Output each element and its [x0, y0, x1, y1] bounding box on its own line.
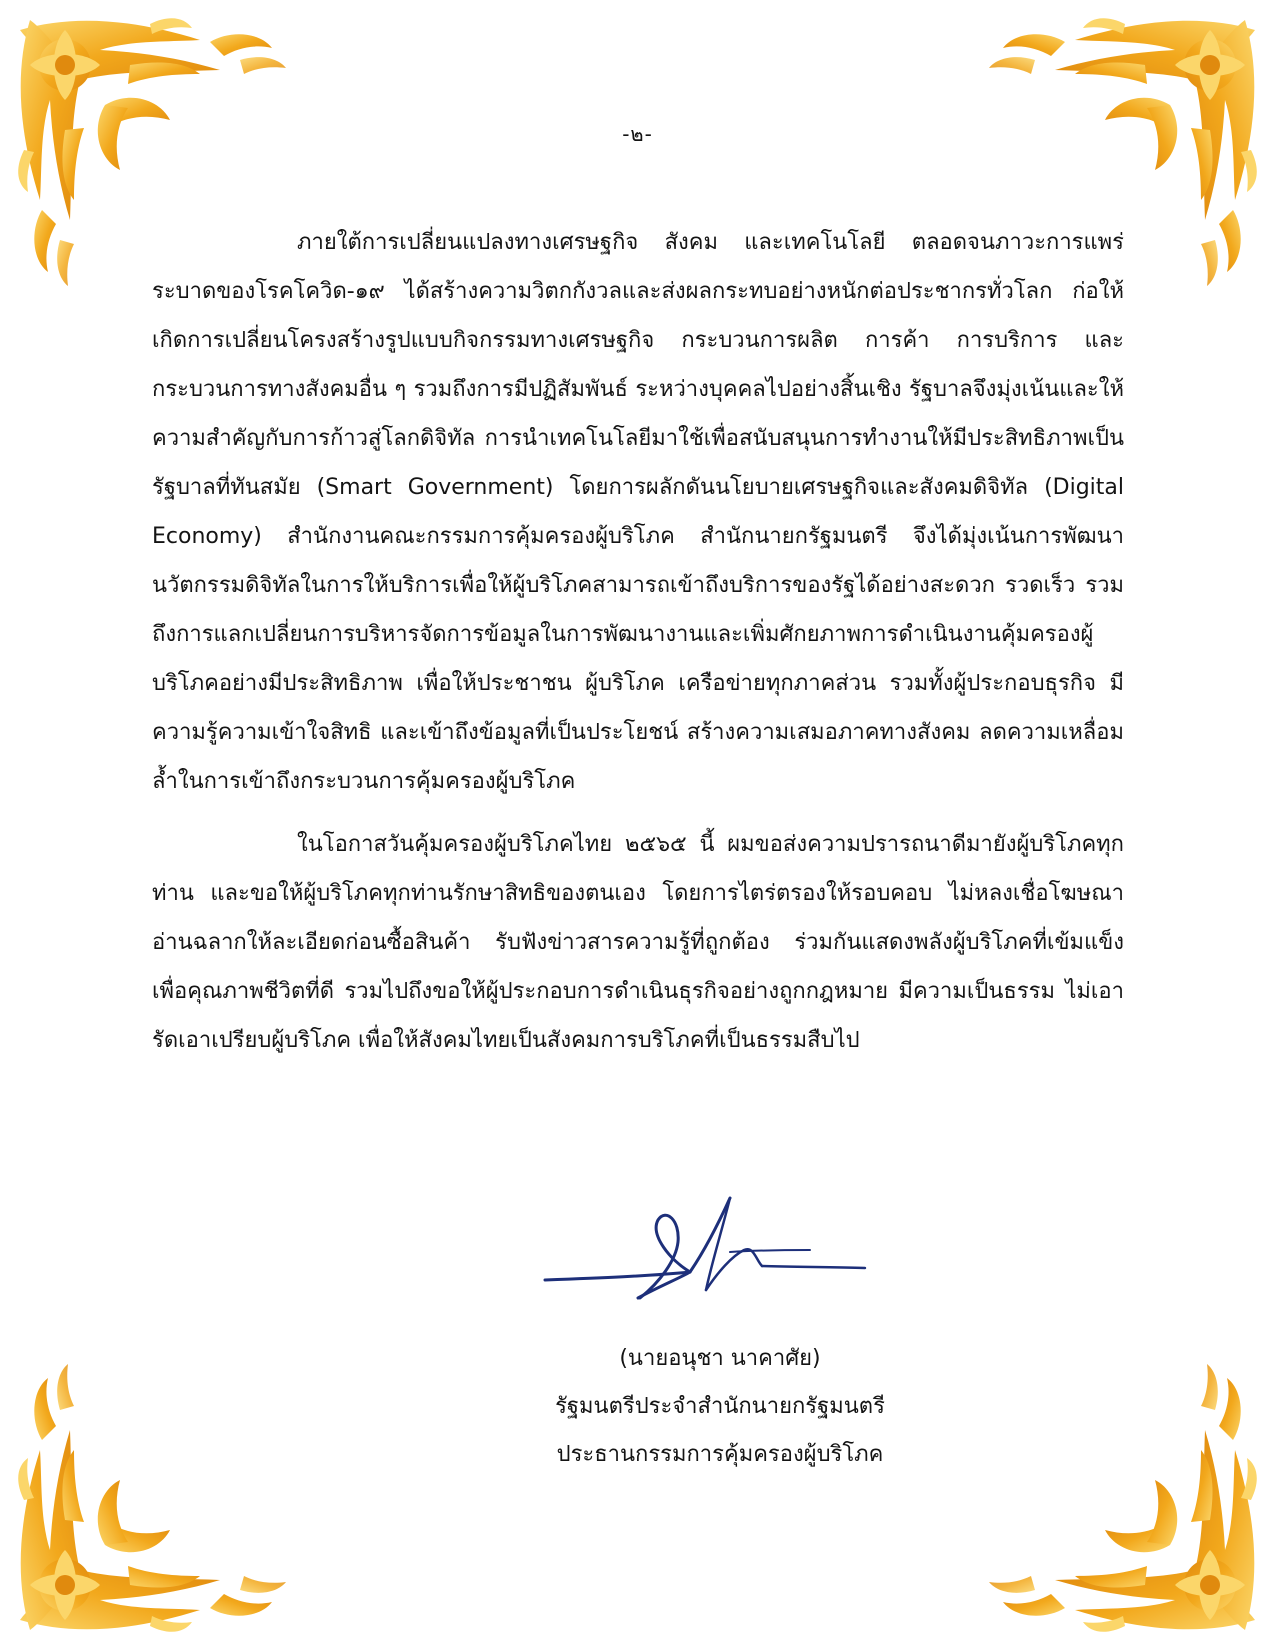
signatory-name: (นายอนุชา นาคาศัย) [619, 1346, 821, 1371]
signatory-role: ประธานกรรมการคุ้มครองผู้บริโภค [556, 1442, 884, 1467]
signatory-block [470, 1335, 970, 1479]
letter-body [152, 218, 1124, 1065]
page-number: -๒- [622, 122, 653, 146]
signatory-position: รัฐมนตรีประจำสำนักนายกรัฐมนตรี [555, 1394, 885, 1419]
signature-graphic [540, 1190, 870, 1310]
corner-ornament-bottom-left [10, 1280, 370, 1640]
paragraph-2: ในโอกาสวันคุ้มครองผู้บริโภคไทย ๒๕๖๕ นี้ ผมขอส่งความปรารถนาดีมายังผู้บริโภคทุกท่าน และขอให้ผู้บริโภคทุกท่านรักษาสิทธิของตนเอง โดยการไตร่ตรองให้รอบคอบ ไม่หลงเชื่อโฆษณา อ่านฉลากให้ละเอียดก่อนซื้อสินค้า รับฟังข่าวสารความรู้ที่ถูกต้อง ร่วมกันแสดงพลังผู้บริโภคที่เข้มแข็ง เพื่อคุณภาพชีวิตที่ดี รวมไปถึงขอให้ผู้ประกอบการดำเนินธุรกิจอย่างถูกกฎหมาย มีความเป็นธรรม ไม่เอารัดเอาเปรียบผู้บริโภค เพื่อให้สังคมไทยเป็นสังคมการบริโภคที่เป็นธรรมสืบไป [152, 832, 1124, 1053]
handwritten-signature [540, 1190, 870, 1310]
ornament-graphic [10, 1280, 370, 1640]
paragraph-1: ภายใต้การเปลี่ยนแปลงทางเศรษฐกิจ สังคม และเทคโนโลยี ตลอดจนภาวะการแพร่ระบาดของโรคโควิด-๑๙ ได้สร้างความวิตกกังวลและส่งผลกระทบอย่างหนักต่อประชากรทั่วโลก ก่อให้เกิดการเปลี่ยนโครงสร้างรูปแบบกิจกรรมทางเศรษฐกิจ กระบวนการผลิต การค้า การบริการ และกระบวนการทางสังคมอื่น ๆ รวมถึงการมีปฏิสัมพันธ์ ระหว่างบุคคลไปอย่างสิ้นเชิง รัฐบาลจึงมุ่งเน้นและให้ความสำคัญกับการก้าวสู่โลกดิจิทัล การนำเทคโนโลยีมาใช้เพื่อสนับสนุนการทำงานให้มีประสิทธิภาพเป็นรัฐบาลที่ทันสมัย (Smart Government) โดยการผลักดันนโยบายเศรษฐกิจและสังคมดิจิทัล (Digital Economy) สำนักงานคณะกรรมการคุ้มครองผู้บริโภค สำนักนายกรัฐมนตรี จึงได้มุ่งเน้นการพัฒนานวัตกรรมดิจิทัลในการให้บริการเพื่อให้ผู้บริโภคสามารถเข้าถึงบริการของรัฐได้อย่างสะดวก รวดเร็ว รวมถึงการแลกเปลี่ยนการบริหารจัดการข้อมูลในการพัฒนางานและเพิ่มศักยภาพการดำเนินงานคุ้มครองผู้บริโภคอย่างมีประสิทธิภาพ เพื่อให้ประชาชน ผู้บริโภค เครือข่ายทุกภาคส่วน รวมทั้งผู้ประกอบธุรกิจ มีความรู้ความเข้าใจสิทธิ และเข้าถึงข้อมูลที่เป็นประโยชน์ สร้างความเสมอภาคทางสังคม ลดความเหลื่อมล้ำในการเข้าถึงกระบวนการคุ้มครองผู้บริโภค [152, 230, 1124, 794]
